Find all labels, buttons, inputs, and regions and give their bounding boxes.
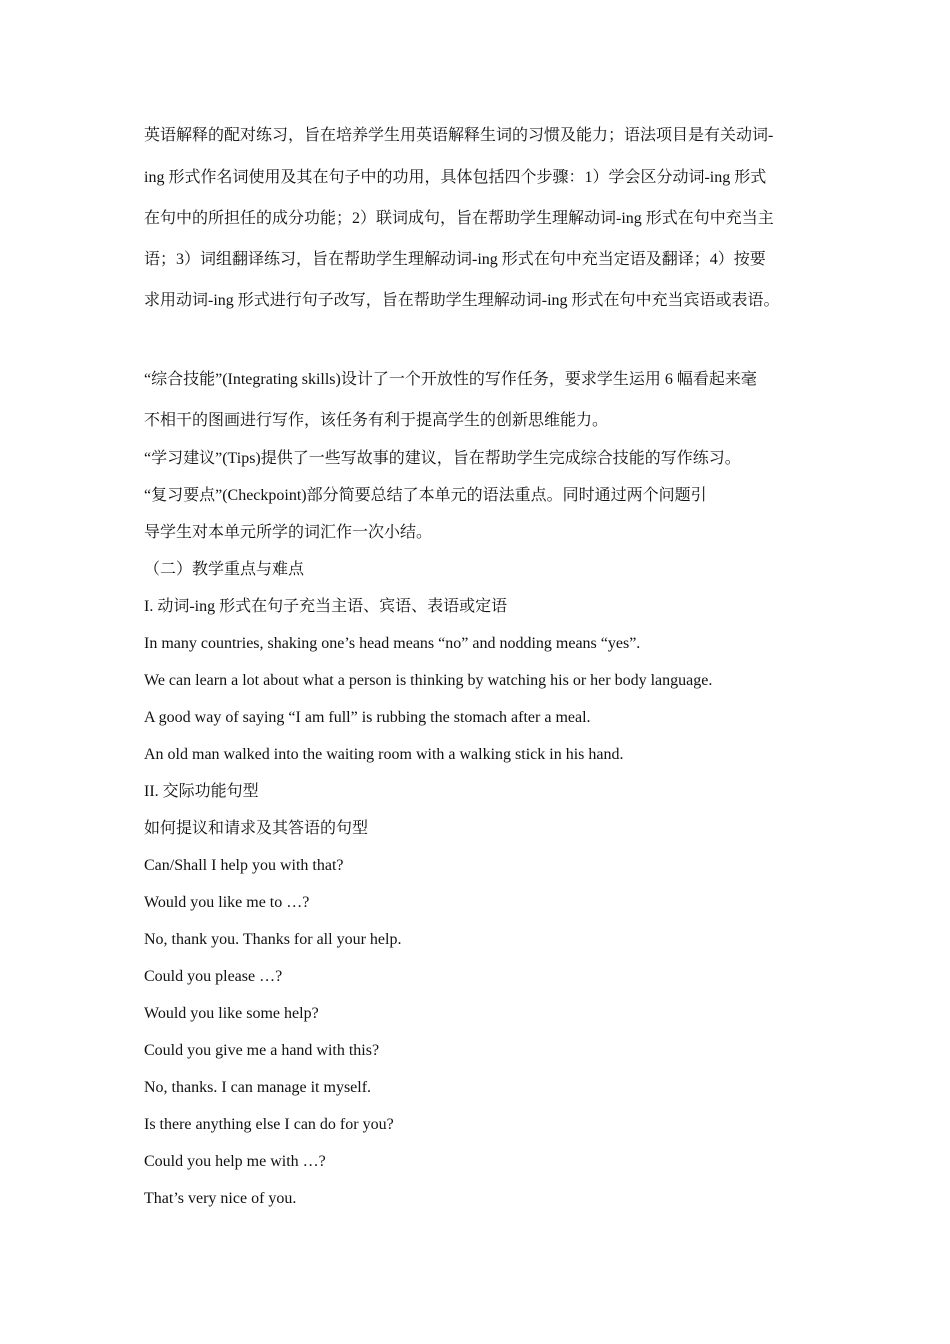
function-sentence: No, thank you. Thanks for all your help. xyxy=(144,931,402,948)
function-sentence: Would you like some help? xyxy=(144,1005,319,1022)
function-sentence: Could you give me a hand with this? xyxy=(144,1042,380,1059)
example-sentence: A good way of saying “I am full” is rubbing the stomach after a meal. xyxy=(144,709,591,726)
paragraph-line: 求用动词-ing 形式进行句子改写，旨在帮助学生理解动词-ing 形式在句中充当宾语或表语。 xyxy=(144,292,780,309)
example-sentence: In many countries, shaking one’s head means “no” and nodding means “yes”. xyxy=(144,635,641,652)
tips-line: “学习建议”(Tips)提供了一些写故事的建议，旨在帮助学生完成综合技能的写作练习。 xyxy=(144,450,741,467)
function-sentence: Is there anything else I can do for you? xyxy=(144,1116,394,1133)
part2-subheading: 如何提议和请求及其答语的句型 xyxy=(144,820,369,837)
paragraph-line: ing 形式作名词使用及其在句子中的功用，具体包括四个步骤：1）学会区分动词-ing 形式 xyxy=(144,169,767,186)
function-sentence: Could you help me with …? xyxy=(144,1153,326,1170)
paragraph-line: 在句中的所担任的成分功能；2）联词成句，旨在帮助学生理解动词-ing 形式在句中充当主 xyxy=(144,210,774,227)
section-heading: （二）教学重点与难点 xyxy=(144,561,305,578)
paragraph-line: 英语解释的配对练习，旨在培养学生用英语解释生词的习惯及能力；语法项目是有关动词- xyxy=(144,127,774,144)
paragraph-line: 语；3）词组翻译练习，旨在帮助学生理解动词-ing 形式在句中充当定语及翻译；4）按要 xyxy=(144,251,766,268)
part1-heading: I. 动词-ing 形式在句子充当主语、宾语、表语或定语 xyxy=(144,598,508,615)
function-sentence: Would you like me to …? xyxy=(144,894,310,911)
checkpoint-line: “复习要点”(Checkpoint)部分简要总结了本单元的语法重点。同时通过两个问题引 xyxy=(144,487,707,504)
example-sentence: An old man walked into the waiting room with a walking stick in his hand. xyxy=(144,746,624,763)
function-sentence: Can/Shall I help you with that? xyxy=(144,857,344,874)
example-sentence: We can learn a lot about what a person is thinking by watching his or her body language. xyxy=(144,672,713,689)
integrating-skills-line: 不相干的图画进行写作，该任务有利于提高学生的创新思维能力。 xyxy=(144,412,609,429)
function-sentence: That’s very nice of you. xyxy=(144,1190,297,1207)
integrating-skills-line: “综合技能”(Integrating skills)设计了一个开放性的写作任务，要求学生运用 6 幅看起来毫 xyxy=(144,371,757,388)
function-sentence: Could you please …? xyxy=(144,968,283,985)
checkpoint-line: 导学生对本单元所学的词汇作一次小结。 xyxy=(144,524,433,541)
function-sentence: No, thanks. I can manage it myself. xyxy=(144,1079,372,1096)
part2-heading: II. 交际功能句型 xyxy=(144,783,259,800)
